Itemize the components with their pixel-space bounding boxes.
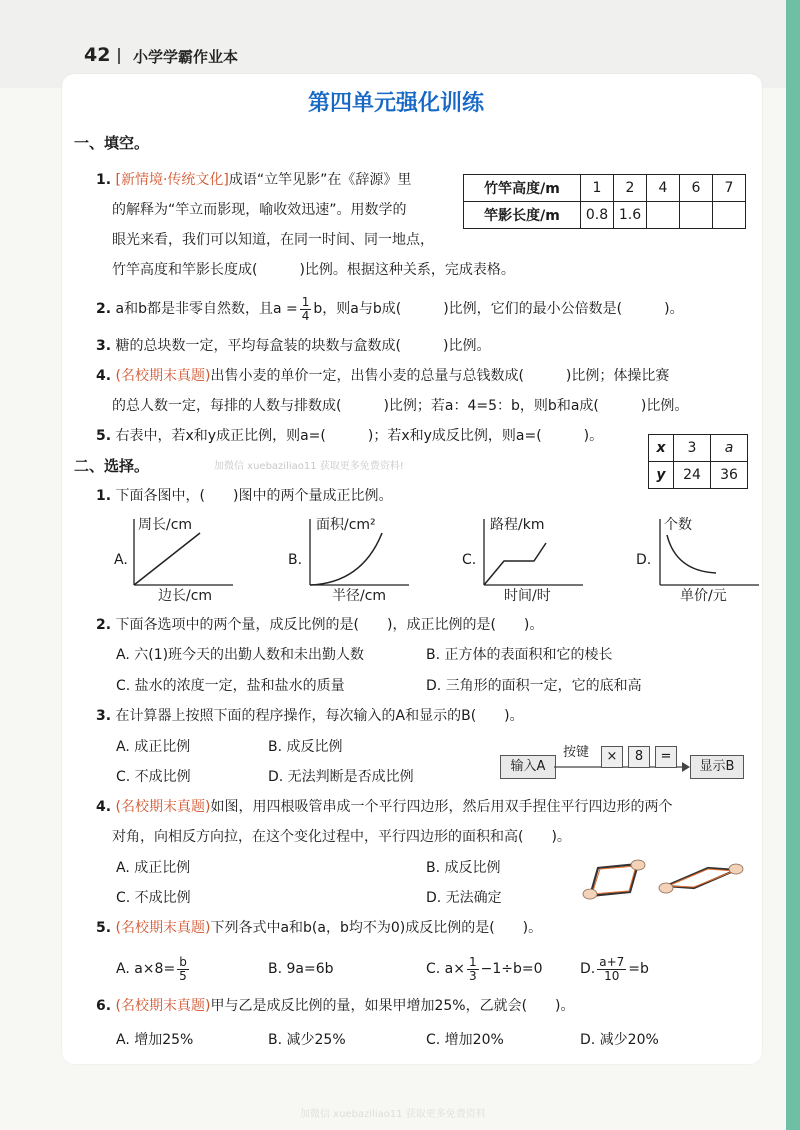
c4-option-b[interactable]: B. 成反比例 bbox=[426, 860, 501, 876]
c4-option-d[interactable]: D. 无法确定 bbox=[426, 890, 502, 906]
header-separator bbox=[118, 48, 120, 64]
xy-table-head-y: y bbox=[649, 462, 674, 489]
c3-option-c[interactable]: C. 不成比例 bbox=[116, 769, 191, 785]
graph-d-option: D. bbox=[636, 552, 652, 568]
fraction-denominator: 10 bbox=[604, 968, 620, 983]
graph-a-y-label: 周长/cm bbox=[138, 517, 193, 533]
c4-option-a[interactable]: A. 成正比例 bbox=[116, 860, 191, 876]
q4-tag: (名校期末真题) bbox=[115, 368, 211, 384]
c2-option-c[interactable]: C. 盐水的浓度一定，盐和盐水的质量 bbox=[116, 678, 345, 694]
c5-option-b[interactable]: B. 9a=6b bbox=[268, 961, 334, 977]
page-number: 42 bbox=[84, 44, 111, 66]
table-cell-blank[interactable] bbox=[680, 202, 713, 229]
hand-left bbox=[583, 889, 597, 899]
graph-d-curve bbox=[667, 535, 716, 573]
table-cell-blank[interactable] bbox=[713, 202, 746, 229]
graph-b-curve bbox=[310, 533, 382, 585]
c4-text1: 如图，用四根吸管串成一个平行四边形，然后用双手捏住平行四边形的两个 bbox=[210, 799, 673, 815]
c5-d-text-pre: D. bbox=[580, 961, 596, 977]
q3-line bbox=[96, 336, 490, 356]
c6-tag: (名校期末真题) bbox=[115, 998, 211, 1014]
xy-table bbox=[648, 434, 748, 489]
watermark-text: 加微信 xuebaziliao11 获取更多免费资料! bbox=[214, 461, 404, 472]
c2-option-a[interactable]: A. 六(1)班今天的出勤人数和未出勤人数 bbox=[116, 647, 365, 663]
flow-output-box: 显示B bbox=[690, 755, 744, 779]
q4-line1 bbox=[96, 366, 669, 386]
table-cell: 1 bbox=[581, 175, 614, 202]
hand-right bbox=[631, 860, 645, 870]
parallelogram-after bbox=[666, 868, 736, 888]
section-choice-heading: 二、选择。 bbox=[74, 457, 150, 475]
table-cell: 6 bbox=[680, 175, 713, 202]
table-cell: 4 bbox=[647, 175, 680, 202]
c5-number: 5. bbox=[96, 920, 112, 936]
key-eight: 8 bbox=[628, 746, 650, 768]
q1-text1: 成语“立竿见影”在《辞源》里 bbox=[228, 172, 412, 188]
c2-text: 下面各选项中的两个量，成反比例的是( )，成正比例的是( )。 bbox=[115, 617, 544, 633]
c5-text: 下列各式中a和b(a，b均不为0)成反比例的是( )。 bbox=[210, 920, 543, 936]
q4-number: 4. bbox=[96, 368, 112, 384]
graph-c-option: C. bbox=[462, 552, 477, 568]
footer-watermark: 加微信 xuebaziliao11 获取更多免费资料 bbox=[300, 1109, 486, 1120]
c6-option-b[interactable]: B. 减少25% bbox=[268, 1032, 346, 1048]
q2-line bbox=[96, 294, 684, 324]
c1-text: 下面各图中，( )图中的两个量成正比例。 bbox=[115, 488, 393, 504]
c2-option-d[interactable]: D. 三角形的面积一定，它的底和高 bbox=[426, 678, 642, 694]
c3-line bbox=[96, 706, 524, 726]
table-cell: 36 bbox=[711, 462, 748, 489]
c6-option-a[interactable]: A. 增加25% bbox=[116, 1032, 194, 1048]
c5-a-text: A. a×8= bbox=[116, 961, 176, 977]
c1-number: 1. bbox=[96, 488, 112, 504]
q2-number: 2. bbox=[96, 301, 112, 317]
table-cell: 1.6 bbox=[614, 202, 647, 229]
c2-line bbox=[96, 615, 543, 635]
q4-text1: 出售小麦的单价一定，出售小麦的总量与总钱数成( )比例；体操比赛 bbox=[210, 368, 670, 384]
table-cell-blank[interactable] bbox=[647, 202, 680, 229]
q1-line3: 眼光来看，我们可以知道，在同一时间、同一地点， bbox=[112, 232, 434, 248]
c5-tag: (名校期末真题) bbox=[115, 920, 211, 936]
graph-c-y-label: 路程/km bbox=[490, 517, 545, 533]
c1-line bbox=[96, 486, 392, 506]
graph-b-x-label: 半径/cm bbox=[332, 588, 387, 604]
table-cell: 3 bbox=[674, 435, 711, 462]
c6-option-c[interactable]: C. 增加20% bbox=[426, 1032, 504, 1048]
section-fill-in-heading: 一、填空。 bbox=[74, 134, 150, 152]
bamboo-shadow-table bbox=[463, 174, 746, 229]
q5-line bbox=[96, 426, 603, 446]
page-title: 第四单元强化训练 bbox=[308, 91, 485, 116]
c5-option-c[interactable] bbox=[426, 954, 543, 984]
fraction-denominator: 5 bbox=[179, 968, 187, 983]
c6-option-d[interactable]: D. 减少20% bbox=[580, 1032, 659, 1048]
graph-a-line bbox=[134, 533, 200, 585]
key-equals: = bbox=[655, 746, 677, 768]
q1-number: 1. bbox=[96, 172, 112, 188]
c5-c-text-pre: C. a× bbox=[426, 961, 465, 977]
c5-a-fraction bbox=[177, 956, 189, 983]
q3-number: 3. bbox=[96, 338, 112, 354]
flow-input-box: 输入A bbox=[500, 755, 556, 779]
c2-option-b[interactable]: B. 正方体的表面积和它的棱长 bbox=[426, 647, 613, 663]
table-cell: a bbox=[711, 435, 748, 462]
graph-c-line bbox=[484, 543, 546, 585]
c4-option-c[interactable]: C. 不成比例 bbox=[116, 890, 191, 906]
fraction-numerator: a+7 bbox=[599, 954, 625, 969]
graph-d-x-label: 单价/元 bbox=[680, 588, 727, 604]
fraction-numerator: b bbox=[179, 954, 187, 969]
fraction-denominator: 4 bbox=[301, 308, 310, 323]
c4-line2: 对角，向相反方向拉，在这个变化过程中，平行四边形的面积和高( )。 bbox=[112, 829, 571, 845]
xy-table-head-x: x bbox=[649, 435, 674, 462]
parallelogram-before bbox=[590, 864, 638, 896]
q2-text-pre: a和b都是非零自然数，且a = bbox=[115, 301, 298, 317]
table-head-height: 竹竿高度/m bbox=[464, 175, 581, 202]
c5-option-a[interactable] bbox=[116, 954, 191, 984]
c5-d-fraction bbox=[597, 956, 626, 983]
q2-text-post: b，则a与b成( )比例，它们的最小公倍数是( )。 bbox=[313, 301, 684, 317]
key-multiply: × bbox=[601, 746, 623, 768]
graph-a-option: A. bbox=[114, 552, 128, 568]
c5-c-text-post: −1÷b=0 bbox=[480, 961, 543, 977]
table-head-shadow: 竿影长度/m bbox=[464, 202, 581, 229]
table-cell: 24 bbox=[674, 462, 711, 489]
q1-line1 bbox=[96, 170, 411, 190]
c3-option-a[interactable]: A. 成正比例 bbox=[116, 739, 191, 755]
graph-a-x-label: 边长/cm bbox=[158, 588, 213, 604]
c3-text: 在计算器上按照下面的程序操作，每次输入的A和显示的B( )。 bbox=[115, 708, 524, 724]
fraction-denominator: 3 bbox=[469, 968, 477, 983]
q1-line4: 竹竿高度和竿影长度成( )比例。根据这种关系，完成表格。 bbox=[112, 262, 515, 278]
c6-text: 甲与乙是成反比例的量，如果甲增加25%，乙就会( )。 bbox=[210, 998, 575, 1014]
graph-c-x-label: 时间/时 bbox=[504, 588, 551, 604]
q3-text: 糖的总块数一定，平均每盒装的块数与盒数成( )比例。 bbox=[115, 338, 491, 354]
hand-left-2 bbox=[659, 883, 673, 893]
table-cell: 7 bbox=[713, 175, 746, 202]
fraction-numerator: 1 bbox=[301, 294, 310, 309]
c4-line1 bbox=[96, 797, 672, 817]
hand-right-2 bbox=[729, 864, 743, 874]
flow-press-label: 按键 bbox=[563, 745, 590, 760]
table-cell: 2 bbox=[614, 175, 647, 202]
parallelogram-straw-illustration bbox=[578, 858, 744, 902]
q4-line2: 的总人数一定，每排的人数与排数成( )比例；若a：4=5：b，则b和a成( )比例。 bbox=[112, 398, 689, 414]
c5-c-fraction bbox=[467, 956, 479, 983]
c3-option-b[interactable]: B. 成反比例 bbox=[268, 739, 343, 755]
table-cell: 0.8 bbox=[581, 202, 614, 229]
c6-number: 6. bbox=[96, 998, 112, 1014]
c4-tag: (名校期末真题) bbox=[115, 799, 211, 815]
fraction-numerator: 1 bbox=[469, 954, 477, 969]
c6-line bbox=[96, 996, 575, 1016]
c2-number: 2. bbox=[96, 617, 112, 633]
graph-d-y-label: 个数 bbox=[664, 517, 692, 533]
c3-number: 3. bbox=[96, 708, 112, 724]
q5-text: 右表中，若x和y成正比例，则a=( )；若x和y成反比例，则a=( )。 bbox=[115, 428, 604, 444]
graph-b-y-label: 面积/cm² bbox=[316, 517, 376, 533]
book-title: 小学学霸作业本 bbox=[133, 48, 239, 66]
c3-option-d[interactable]: D. 无法判断是否成比例 bbox=[268, 769, 414, 785]
q1-tag: [新情境·传统文化] bbox=[115, 172, 229, 188]
graph-b-option: B. bbox=[288, 552, 303, 568]
c5-option-d[interactable] bbox=[580, 954, 649, 984]
q2-fraction bbox=[300, 296, 312, 323]
c4-number: 4. bbox=[96, 799, 112, 815]
c5-line bbox=[96, 918, 542, 938]
q1-line2: 的解释为“竿立而影现，喻收效迅速”。用数学的 bbox=[112, 202, 407, 218]
c5-d-text-post: =b bbox=[628, 961, 649, 977]
q5-number: 5. bbox=[96, 428, 112, 444]
